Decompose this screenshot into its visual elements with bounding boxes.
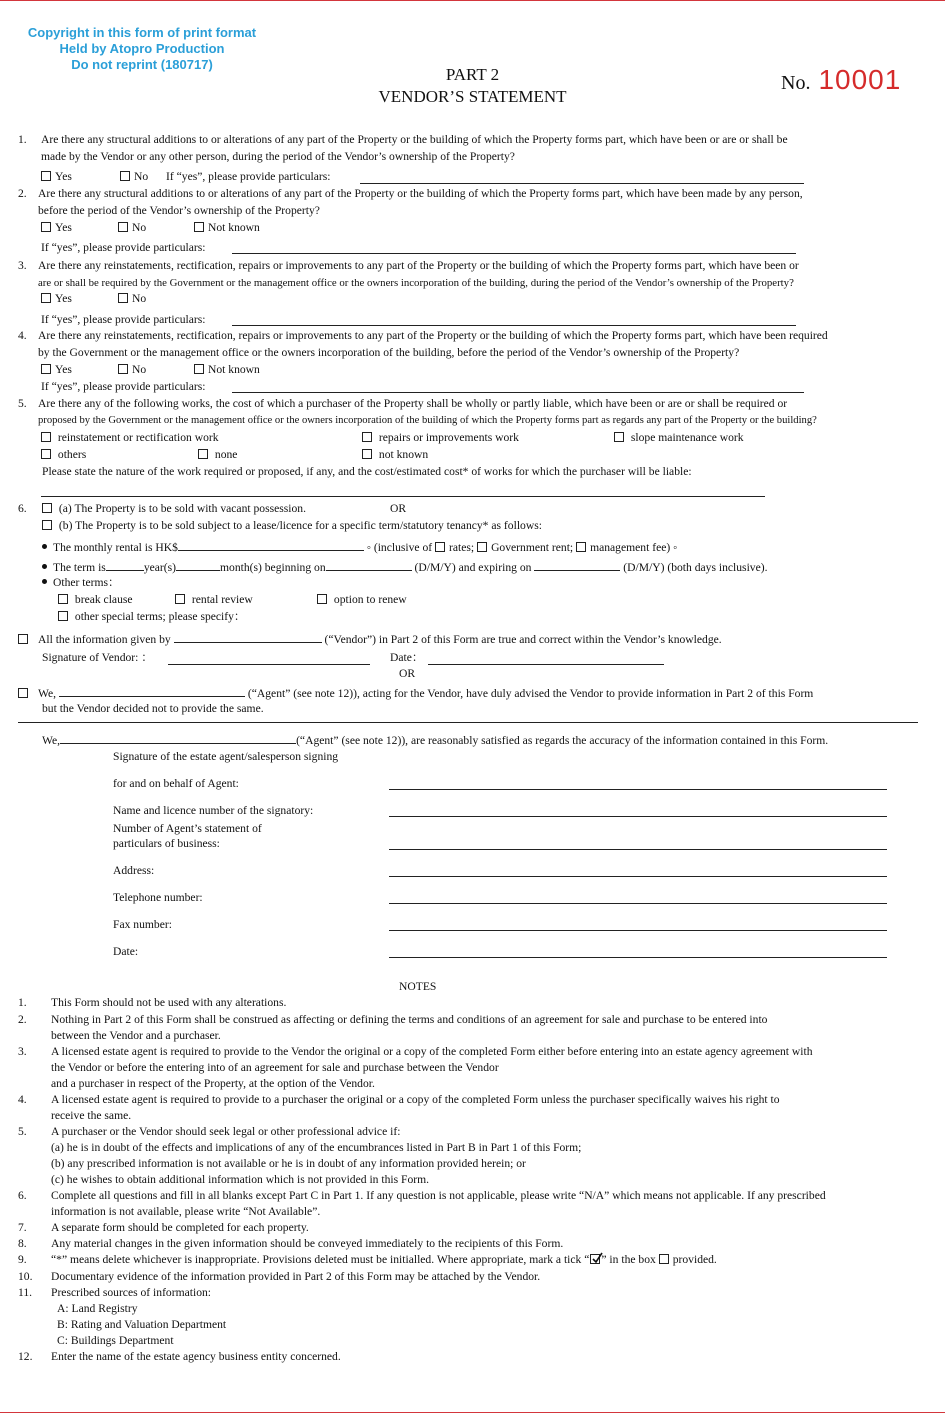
agent-advise-checkbox[interactable] xyxy=(18,688,28,698)
note-number: 10. xyxy=(18,1270,33,1283)
q5-opt-slope xyxy=(614,431,744,445)
opt-special xyxy=(58,610,246,624)
source-land-registry: A: Land Registry xyxy=(57,1302,138,1315)
term-expiry-date-field[interactable] xyxy=(534,559,620,571)
q4-no-label: No xyxy=(132,363,147,376)
vendor-declaration-checkbox[interactable] xyxy=(18,634,28,644)
q4-not-known-checkbox[interactable] xyxy=(194,364,204,374)
note-number: 1. xyxy=(18,996,27,1009)
term-begin-date-field[interactable] xyxy=(326,559,412,571)
term-months-field[interactable] xyxy=(176,559,220,571)
note-text: receive the same. xyxy=(51,1109,132,1122)
source-rating-valuation: B: Rating and Valuation Department xyxy=(57,1318,227,1331)
q2-no-label: No xyxy=(132,221,147,234)
opt-review xyxy=(175,593,253,607)
q3-yes-label: Yes xyxy=(55,292,72,305)
note-text: Any material changes in the given information should be conveyed immediately to the recipients of this Form. xyxy=(51,1237,564,1250)
q1-no xyxy=(120,170,148,184)
note-text: A licensed estate agent is required to provide to the Vendor the original or a copy of the completed Form either before entering into an estate agency agreement with xyxy=(51,1045,813,1058)
rental-review-checkbox[interactable] xyxy=(175,594,185,604)
q6-term-row xyxy=(42,559,768,575)
rental-label: The monthly rental is HK$ xyxy=(53,541,178,554)
q1-number: 1. xyxy=(18,133,27,146)
other-terms-label: Other terms： xyxy=(53,576,120,589)
q2-number: 2. xyxy=(18,187,27,200)
q6-lease-label: (b) The Property is to be sold subject to a lease/licence for a specific term/statutory tenancy* as follows: xyxy=(58,519,542,532)
bullet-icon xyxy=(42,564,47,569)
agent-signature-label: Signature of the estate agent/salesperson signing xyxy=(113,750,339,763)
q3-particulars-label: If “yes”, please provide particulars: xyxy=(41,313,206,326)
q6-vacant-label: (a) The Property is to be sold with vacant possession. xyxy=(58,502,306,515)
decl-we-text-2: but the Vendor decided not to provide the same. xyxy=(42,702,264,715)
decl-all-text: (“Vendor”) in Part 2 of this Form are true and correct within the Vendor’s knowledge. xyxy=(324,633,722,646)
q6-b xyxy=(42,519,542,533)
statement-title: VENDOR’S STATEMENT xyxy=(378,87,567,106)
q6-vacant-checkbox[interactable] xyxy=(42,503,52,513)
signatory-name-field[interactable] xyxy=(389,816,887,817)
agent-behalf-label: for and on behalf of Agent: xyxy=(113,777,239,790)
q2-yes xyxy=(41,221,72,235)
note-text: Documentary evidence of the information provided in Part 2 of this Form may be attached by the Vendor. xyxy=(51,1270,541,1283)
fax-label: Fax number: xyxy=(113,918,172,931)
note-text: information is not available, please write “Not Available”. xyxy=(51,1205,321,1218)
q5-number: 5. xyxy=(18,397,27,410)
note-text: This Form should not be used with any alterations. xyxy=(51,996,287,1009)
q4-text: Are there any reinstatements, rectification, repairs or improvements to any part of the Property or the building of which the Property forms part, which have been required xyxy=(38,329,828,342)
q3-yes-checkbox[interactable] xyxy=(41,293,51,303)
q4-text: by the Government or the management office or the owners incorporation of the building, before the period of the Vendor’s ownership of the Property? xyxy=(38,346,740,359)
agent-we-row xyxy=(42,732,828,748)
fax-field[interactable] xyxy=(389,930,887,931)
q2-not-known-label: Not known xyxy=(208,221,260,234)
q3-yes xyxy=(41,292,72,306)
q5-repairs-checkbox[interactable] xyxy=(362,432,372,442)
q3-no-label: No xyxy=(132,292,147,305)
q3-particulars-field[interactable] xyxy=(232,325,796,326)
q5-others-checkbox[interactable] xyxy=(41,449,51,459)
renew-label: option to renew xyxy=(333,593,407,606)
q1-particulars-field[interactable] xyxy=(360,183,804,184)
source-buildings-dept: C: Buildings Department xyxy=(57,1334,174,1347)
q5-reinstatement-checkbox[interactable] xyxy=(41,432,51,442)
special-terms-checkbox[interactable] xyxy=(58,611,68,621)
tick-box-icon xyxy=(590,1254,600,1264)
q2-text: Are there any structural additions to or alterations of any part of the Property or the building of which the Property forms part, which have been made by any person, xyxy=(38,187,803,200)
q2-yes-label: Yes xyxy=(55,221,72,234)
copyright-line: Do not reprint (180717) xyxy=(71,57,213,72)
q4-nk xyxy=(194,363,260,377)
decl-we-label: We, xyxy=(38,687,57,700)
q3-number: 3. xyxy=(18,259,27,272)
q1-options xyxy=(41,170,72,184)
q5-state-label: Please state the nature of the work required or proposed, if any, and the cost/estimated cost* of works for which the purchaser will be liable: xyxy=(42,465,692,478)
note-number: 6. xyxy=(18,1189,27,1202)
note-text: Nothing in Part 2 of this Form shall be construed as affecting or defining the terms and conditions of an agreement for sale and purchase to be entered into xyxy=(51,1013,768,1026)
q4-no-checkbox[interactable] xyxy=(118,364,128,374)
break-clause-label: break clause xyxy=(74,593,133,606)
q5-none-checkbox[interactable] xyxy=(198,449,208,459)
vendor-name-field[interactable] xyxy=(174,631,322,643)
bullet-icon xyxy=(42,544,47,549)
agent-date-field[interactable] xyxy=(389,957,887,958)
q5-opt-repairs xyxy=(362,431,519,445)
signatory-name-label: Name and licence number of the signatory: xyxy=(113,804,314,817)
q2-nk xyxy=(194,221,260,235)
note-number: 8. xyxy=(18,1237,27,1250)
note-text: and a purchaser in respect of the Property, at the option of the Vendor. xyxy=(51,1077,375,1090)
note-number: 11. xyxy=(18,1286,33,1299)
note-text: Prescribed sources of information: xyxy=(51,1286,212,1299)
agent-statement-number-field[interactable] xyxy=(389,849,887,850)
opt-renew xyxy=(317,593,407,607)
telephone-label: Telephone number: xyxy=(113,891,203,904)
q5-opt-reinstatement xyxy=(41,431,219,445)
opt-break xyxy=(58,593,133,607)
q2-not-known-checkbox[interactable] xyxy=(194,222,204,232)
rental-review-label: rental review xyxy=(191,593,253,606)
note-9-text xyxy=(51,1253,717,1267)
copyright-notice xyxy=(26,25,258,73)
note-text: between the Vendor and a purchaser. xyxy=(51,1029,221,1042)
telephone-field[interactable] xyxy=(389,903,887,904)
address-label: Address: xyxy=(113,864,155,877)
q3-no-checkbox[interactable] xyxy=(118,293,128,303)
form-title xyxy=(300,64,645,108)
note-text: (c) he wishes to obtain additional information which is not provided in this Form. xyxy=(51,1173,430,1186)
break-clause-checkbox[interactable] xyxy=(58,594,68,604)
mgmt-fee-checkbox[interactable] xyxy=(576,542,586,552)
q5-slope-checkbox[interactable] xyxy=(614,432,624,442)
note-number: 2. xyxy=(18,1013,27,1026)
term-years-field[interactable] xyxy=(106,559,144,571)
term-label: The term is xyxy=(53,561,106,574)
q3-no xyxy=(118,292,146,306)
address-field[interactable] xyxy=(389,876,887,877)
q4-particulars-label: If “yes”, please provide particulars: xyxy=(41,380,206,393)
note-number: 3. xyxy=(18,1045,27,1058)
q6-a xyxy=(42,502,306,516)
q5-text: proposed by the Government or the management office or the owners incorporation of the building of which the Property forms part as regards any part of the Property or the building? xyxy=(38,415,817,426)
q1-particulars-label: If “yes”, please provide particulars: xyxy=(166,170,331,183)
note-text: A licensed estate agent is required to provide to a purchaser the original or a copy of the completed Form unless the purchaser specifically waives his right to xyxy=(51,1093,780,1106)
q5-slope-label: slope maintenance work xyxy=(630,431,744,444)
agent-statement-number-label: Number of Agent’s statement of xyxy=(113,822,262,835)
q6-rental-row xyxy=(42,539,677,555)
q1-no-label: No xyxy=(134,170,149,183)
vendor-date-label: Date： xyxy=(390,651,424,664)
q2-text: before the period of the Vendor’s ownership of the Property? xyxy=(38,204,320,217)
note-number: 7. xyxy=(18,1221,27,1234)
top-border xyxy=(0,0,945,1)
decl-we-row xyxy=(18,685,813,701)
q4-particulars-field[interactable] xyxy=(232,392,804,393)
years-label: year(s) xyxy=(143,561,176,574)
agent-we-label: We, xyxy=(42,734,61,747)
inclusive-label: ◦ (inclusive of xyxy=(366,541,433,554)
q5-repairs-label: repairs or improvements work xyxy=(378,431,519,444)
empty-box-icon xyxy=(659,1254,669,1264)
q5-others-label: others xyxy=(57,448,87,461)
gov-rent-checkbox[interactable] xyxy=(477,542,487,552)
form-number-label: No. xyxy=(781,72,811,94)
q6-number: 6. xyxy=(18,502,27,515)
q5-opt-others xyxy=(41,448,86,462)
q4-no xyxy=(118,363,146,377)
note-text: (b) any prescribed information is not available or he is in doubt of any information provided herein; or xyxy=(51,1157,526,1170)
copyright-line: Copyright in this form of print format xyxy=(27,25,257,40)
vendor-signature-field[interactable] xyxy=(168,664,370,665)
q1-yes-checkbox[interactable] xyxy=(41,171,51,181)
notes-title: NOTES xyxy=(399,980,437,993)
decl-all-row xyxy=(18,631,722,647)
q1-yes-label: Yes xyxy=(55,170,72,183)
expiring-label: (D/M/Y) and expiring on xyxy=(414,561,532,574)
note-text: (a) he is in doubt of the effects and implications of any of the encumbrances listed in Part B in Part 1 of this Form; xyxy=(51,1141,582,1154)
note-text: “*” means delete whichever is inappropriate. Provisions deleted must be initialled. Where appropriate, mark a tick “ xyxy=(51,1253,590,1266)
q4-yes-checkbox[interactable] xyxy=(41,364,51,374)
decl-all-label: All the information given by xyxy=(38,633,171,646)
note-text: Complete all questions and fill in all blanks except Part C in Part 1. If any question is not applicable, please write “N/A” which means not applicable. If any prescribed xyxy=(51,1189,826,1202)
q3-text: are or shall be required by the Government or the management office or the owners incorporation of the building, during the period of the Vendor’s ownership of the Property? xyxy=(38,277,794,289)
vendor-date-field[interactable] xyxy=(428,664,664,665)
form-number xyxy=(781,64,901,96)
q1-no-checkbox[interactable] xyxy=(120,171,130,181)
q1-text: Are there any structural additions to or alterations of any part of the Property or the building of which the Property forms part, which have been or are or shall be xyxy=(41,133,788,146)
q2-particulars-field[interactable] xyxy=(232,253,796,254)
note-text: provided. xyxy=(672,1253,717,1266)
decl-we-text: (“Agent” (see note 12)), acting for the Vendor, have duly advised the Vendor to provide information in Part 2 of this Form xyxy=(247,687,814,700)
rates-checkbox[interactable] xyxy=(435,542,445,552)
copyright-line: Held by Atopro Production xyxy=(59,41,225,56)
agent-signature-field[interactable] xyxy=(389,789,887,790)
q4-not-known-label: Not known xyxy=(208,363,260,376)
agent-date-label: Date: xyxy=(113,945,139,958)
rates-label: rates; xyxy=(449,541,475,554)
note-number: 4. xyxy=(18,1093,27,1106)
q6-lease-checkbox[interactable] xyxy=(42,520,52,530)
q3-text: Are there any reinstatements, rectification, repairs or improvements to any part of the Property or the building of which the Property forms part, which have been or xyxy=(38,259,799,272)
form-number-value: 10001 xyxy=(818,64,902,95)
note-text: A separate form should be completed for each property. xyxy=(51,1221,309,1234)
q2-no xyxy=(118,221,146,235)
q4-yes-label: Yes xyxy=(55,363,72,376)
special-terms-label: other special terms; please specify： xyxy=(74,610,246,623)
note-text: A purchaser or the Vendor should seek legal or other professional advice if: xyxy=(51,1125,401,1138)
decl-or: OR xyxy=(399,667,416,680)
renew-checkbox[interactable] xyxy=(317,594,327,604)
q2-particulars-label: If “yes”, please provide particulars: xyxy=(41,241,206,254)
note-text: ” in the box xyxy=(601,1253,656,1266)
q2-no-checkbox[interactable] xyxy=(118,222,128,232)
section-divider xyxy=(18,722,918,723)
agent-name-field[interactable] xyxy=(59,685,245,697)
q2-yes-checkbox[interactable] xyxy=(41,222,51,232)
part-label: PART 2 xyxy=(445,65,500,84)
q5-text: Are there any of the following works, the cost of which a purchaser of the Property shall be wholly or partly liable, which have been or are or shall be required or xyxy=(38,397,788,410)
q6-or: OR xyxy=(390,502,407,515)
agent-we-text: (“Agent” (see note 12)), are reasonably satisfied as regards the accuracy of the information contained in this Form. xyxy=(296,734,829,747)
beginning-label: month(s) beginning on xyxy=(220,561,326,574)
agent-entity-field[interactable] xyxy=(60,732,296,744)
agent-statement-number-label-2: particulars of business: xyxy=(113,837,220,850)
q4-yes xyxy=(41,363,72,377)
note-text: the Vendor or before the entering into of an agreement for sale and purchase between the Vendor xyxy=(51,1061,499,1074)
vendor-signature-label: Signature of Vendor: ： xyxy=(42,651,153,664)
note-number: 12. xyxy=(18,1350,33,1363)
q1-text: made by the Vendor or any other person, during the period of the Vendor’s ownership of the Property? xyxy=(41,150,515,163)
q5-reinstatement-label: reinstatement or rectification work xyxy=(57,431,219,444)
both-days-label: (D/M/Y) (both days inclusive). xyxy=(623,561,768,574)
q5-not-known-checkbox[interactable] xyxy=(362,449,372,459)
q4-number: 4. xyxy=(18,329,27,342)
mgmt-fee-label: management fee) ◦ xyxy=(590,541,678,554)
note-text: Enter the name of the estate agency business entity concerned. xyxy=(51,1350,341,1363)
rental-field[interactable] xyxy=(178,539,364,551)
q6-other-terms xyxy=(42,576,120,590)
q5-not-known-label: not known xyxy=(378,448,429,461)
gov-rent-label: Government rent; xyxy=(491,541,574,554)
q5-opt-none xyxy=(198,448,237,462)
bottom-border xyxy=(0,1412,945,1413)
q5-works-field[interactable] xyxy=(41,496,765,497)
bullet-icon xyxy=(42,579,47,584)
q5-opt-not-known xyxy=(362,448,428,462)
note-number: 9. xyxy=(18,1253,27,1266)
note-number: 5. xyxy=(18,1125,27,1138)
q5-none-label: none xyxy=(214,448,238,461)
